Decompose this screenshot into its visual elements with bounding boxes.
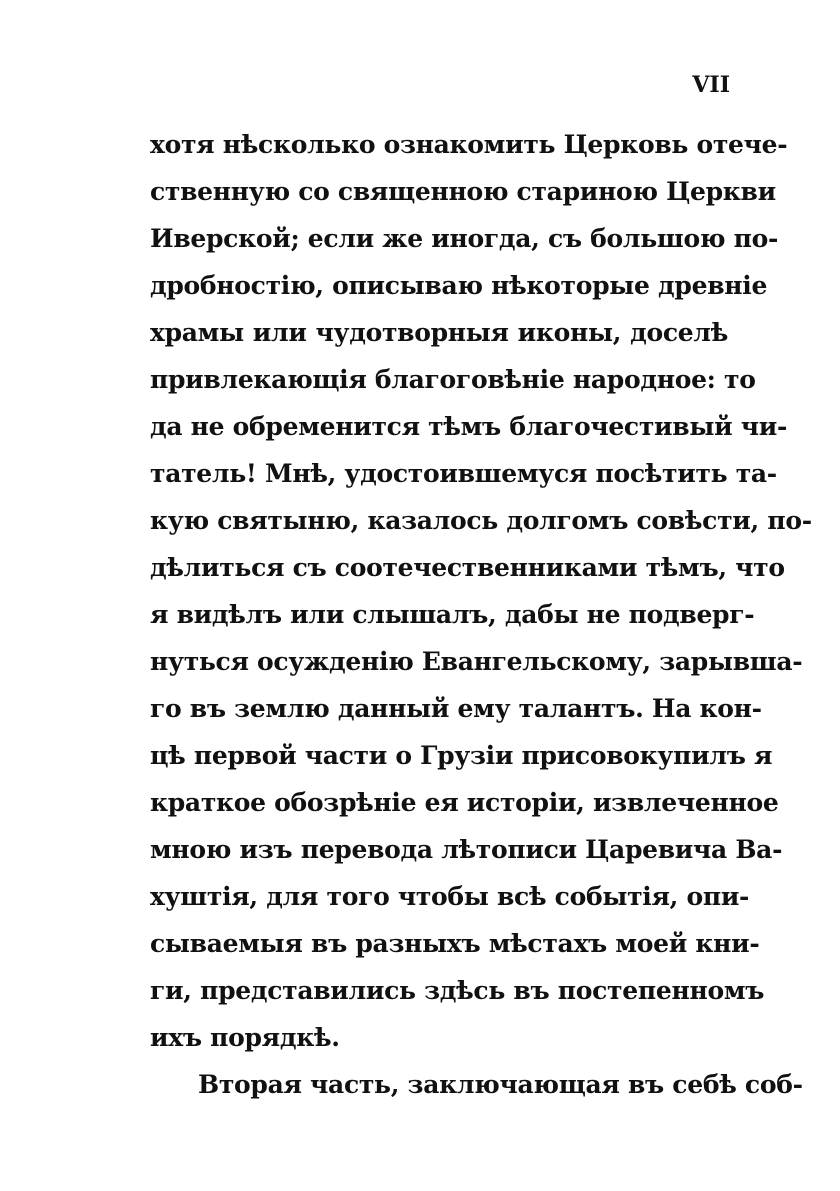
- text-line: мною изъ перевода лѣтописи Царевича Ва-: [150, 835, 783, 864]
- paragraph: [150, 1066, 803, 1113]
- text-line: хуштія, для того чтобы всѣ событія, опи-: [150, 882, 750, 911]
- page-number: VII: [692, 72, 730, 98]
- text-line: нуться осужденію Евангельскому, зарывша-: [150, 647, 803, 676]
- text-line: го въ землю данный ему талантъ. На кон-: [150, 694, 762, 723]
- text-line: я видѣлъ или слышалъ, дабы не подверг-: [150, 600, 755, 629]
- text-line: хотя нѣсколько ознакомить Церковь отече-: [150, 130, 788, 159]
- text-line: дробностію, описываю нѣкоторые древніе: [150, 271, 768, 300]
- text-line: Вторая часть, заключающая въ себѣ соб-: [198, 1070, 803, 1099]
- text-line: ихъ порядкѣ.: [150, 1023, 340, 1052]
- text-line: храмы или чудотворныя иконы, доселѣ: [150, 318, 728, 347]
- text-line: ственную со священною стариною Церкви: [150, 177, 776, 206]
- text-line: сываемыя въ разныхъ мѣстахъ моей кни-: [150, 929, 760, 958]
- text-line: привлекающія благоговѣніе народное: то: [150, 365, 756, 394]
- text-line: татель! Мнѣ, удостоившемуся посѣтить та-: [150, 459, 777, 488]
- text-line: краткое обозрѣніе ея исторіи, извлеченное: [150, 788, 779, 817]
- text-line: ги, представились здѣсь въ постепенномъ: [150, 976, 765, 1005]
- text-line: цѣ первой части о Грузіи присовокупилъ я: [150, 741, 773, 770]
- text-line: Иверской; если же иногда, съ большою по-: [150, 224, 779, 253]
- text-line: дѣлиться съ соотечественниками тѣмъ, что: [150, 553, 785, 582]
- text-line: кую святыню, казалось долгомъ совѣсти, по-: [150, 506, 812, 535]
- paragraph: [150, 126, 812, 1066]
- text-line: да не обременится тѣмъ благочестивый чи-: [150, 412, 788, 441]
- body-text: [150, 126, 812, 1113]
